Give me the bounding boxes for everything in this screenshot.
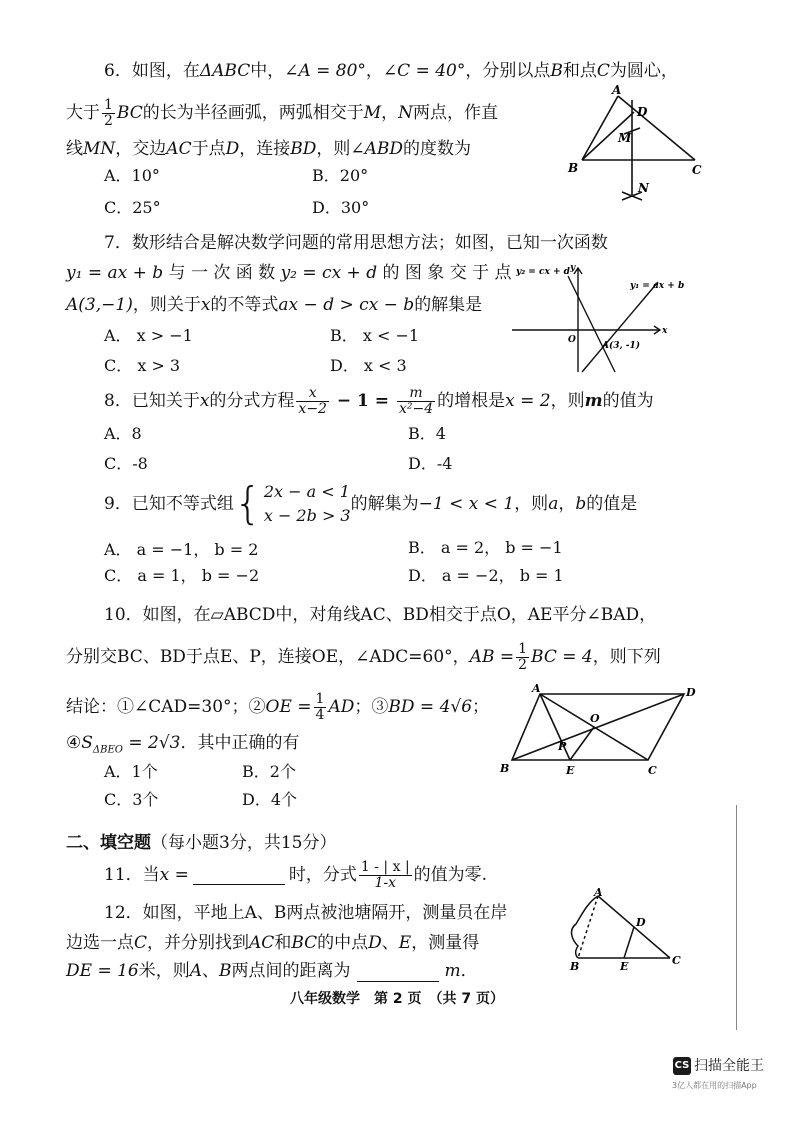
q10-option-d: D．4个 <box>242 790 298 809</box>
q7-label-x-axis: x <box>662 326 668 336</box>
q7-label-origin: O <box>568 335 576 345</box>
q10-figure <box>496 682 708 782</box>
q6-label-c: C <box>692 163 702 177</box>
q12-label-d: D <box>636 916 646 929</box>
q11-answer-blank[interactable] <box>193 866 285 885</box>
q7-label-y1: y₁ = ax + b <box>630 281 685 291</box>
q6-line-3: 线MN，交边AC于点D，连接BD，则∠ABD的度数为 <box>66 139 472 159</box>
q6-seg-AC <box>618 96 695 160</box>
section-fill-in-title: 二、填空题（每小题3分，共15分） <box>66 833 337 853</box>
scanner-app-name: 扫描全能王 <box>694 1058 764 1074</box>
q10-label-p: P <box>558 740 567 753</box>
q6-label-d: D <box>637 105 648 119</box>
q10-fraction-quarter: $\frac{1}{4}$ <box>315 691 325 723</box>
q10-option-b: B．2个 <box>242 762 296 781</box>
q7-label-y-axis: y <box>570 263 576 273</box>
q12-line-1: 12．如图，平地上A、B两点被池塘隔开，测量员在岸 <box>104 903 508 923</box>
q10-label-e: E <box>566 764 575 777</box>
q10-label-d: D <box>686 686 696 699</box>
q10-label-b: B <box>500 762 510 775</box>
q12-figure <box>558 886 698 972</box>
q9-option-d: D． a = −2， b = 1 <box>408 566 564 585</box>
q10-option-c: C．3个 <box>104 790 159 809</box>
q9-option-b: B． a = 2， b = −1 <box>408 538 563 557</box>
q12-label-a: A <box>594 886 603 899</box>
q12-line-2: 边选一点C，并分别找到AC和BC的中点D、E，测量得 <box>66 933 480 953</box>
q8-option-c: C．-8 <box>104 454 148 473</box>
q12-label-b: B <box>570 960 580 973</box>
q6-option-b: B．20° <box>312 166 369 185</box>
q10-label-o: O <box>590 712 600 725</box>
q6-option-c: C．25° <box>104 198 161 217</box>
q10-line-4: $④S_{\Delta BEO} = 2√3$．其中正确的有 <box>66 733 300 756</box>
q12-line-3: DE = 16 米，则 A 、 B 两点间的距离为 m ． <box>66 961 478 981</box>
q7-option-c: C． x > 3 <box>104 356 181 375</box>
q10-label-a: A <box>532 682 541 695</box>
q7-option-b: B． x < −1 <box>330 326 420 345</box>
q7-label-y2: y₂ = cx + d <box>516 267 570 277</box>
q6-option-d: D．30° <box>312 198 370 217</box>
q9-line-1: 9．已知不等式组 { 2x − a < 1 x − 2b > 3 的解集为 −1 < x < 1 ，则 a ， b 的值是 <box>104 478 638 529</box>
q11-fraction: $\frac{1 - | x |}{1-x}$ <box>360 858 410 891</box>
q6-line-1: 6．如图，在ΔABC中，∠A = 80°，∠C = 40°，分别以点B和点C为圆心， <box>104 61 678 81</box>
q6-label-a: A <box>612 83 622 97</box>
q8-option-b: B．4 <box>408 424 446 443</box>
q10-fraction-half: $\frac{1}{2}$ <box>518 641 528 673</box>
scanner-logo-icon: CS <box>673 1057 691 1075</box>
q7-line-1: 7．数形结合是解决数学问题的常用思想方法；如图，已知一次函数 <box>104 233 608 253</box>
q7-line-3: A(3,−1)，则关于x的不等式ax − d > cx − b的解集是 <box>66 295 483 315</box>
q6-figure <box>560 82 710 212</box>
q12-answer-blank[interactable] <box>357 963 439 982</box>
scanner-tagline: 3亿人都在用的扫描App <box>672 1081 757 1090</box>
q11-line-1: 11．当 x = 时，分式 $\frac{1 - | x |}{1-x}$ 的值为零. <box>104 858 488 891</box>
q7-label-point-a: A(3, -1) <box>602 341 641 351</box>
scan-edge-line <box>736 805 737 1030</box>
q12-label-e: E <box>620 960 629 973</box>
q6-label-n: N <box>638 181 649 195</box>
q12-seg-DE <box>624 927 634 958</box>
q7-option-a: A． x > −1 <box>104 326 193 345</box>
q10-line-1: 10．如图，在▱ABCD中，对角线AC、BD相交于点O，AE平分∠BAD， <box>104 605 657 625</box>
q10-option-a: A．1个 <box>104 762 158 781</box>
q10-diag-BD <box>512 694 684 760</box>
q6-label-m: M <box>618 131 632 145</box>
q6-fraction: $\frac{1}{2}$ <box>104 97 113 129</box>
q8-fraction-2: $\frac{m}{\text{x²−4}}$ <box>398 385 434 417</box>
q8-fraction-1: $\frac{x}{x-2}$ <box>298 385 327 417</box>
q9-option-c: C． a = 1， b = −2 <box>104 566 260 585</box>
page-footer: 八年级数学 第 2 页 （共 7 页） <box>290 991 504 1007</box>
q8-option-a: A．8 <box>104 424 142 443</box>
q6-seg-AB <box>582 96 618 160</box>
q9-option-a: A． a = −1， b = 2 <box>104 540 259 559</box>
q10-line-2: 分别交BC、BD于点E、P，连接OE，∠ADC=60°，AB = $\frac{1}{2}$ BC = 4，则下列 <box>66 641 661 673</box>
q6-line-2: 大于 $\frac{1}{2}$ BC的长为半径画弧，两弧相交于M，N两点，作直 <box>66 97 499 129</box>
q12-label-c: C <box>672 954 681 967</box>
q6-label-b: B <box>568 161 579 175</box>
q10-seg-OE <box>570 727 594 760</box>
q7-line-y2 <box>568 276 615 372</box>
q6-option-a: A．10° <box>104 166 160 185</box>
q7-figure <box>510 262 685 374</box>
q8-option-d: D．-4 <box>408 454 453 473</box>
q7-line-2: y₁ = ax + b 与 一 次 函 数 y₂ = cx + d 的 图 象 交 于 点 <box>66 263 512 283</box>
q10-line-3: 结论：①∠CAD=30°；②OE = $\frac{1}{4}$ AD；③BD = 4√6； <box>66 691 490 723</box>
q9-inequality-system: { 2x − a < 1 x − 2b > 3 <box>233 478 351 529</box>
q10-label-c: C <box>648 764 657 777</box>
q7-option-d: D． x < 3 <box>330 356 407 375</box>
q8-line-1: 8．已知关于x的分式方程 $\frac{x}{x-2}$ − 1 = $\frac{m}{\text{x²−4}}$ 的增根是x = 2，则m的值为 <box>104 385 654 417</box>
q12-pond-outline <box>572 896 598 958</box>
